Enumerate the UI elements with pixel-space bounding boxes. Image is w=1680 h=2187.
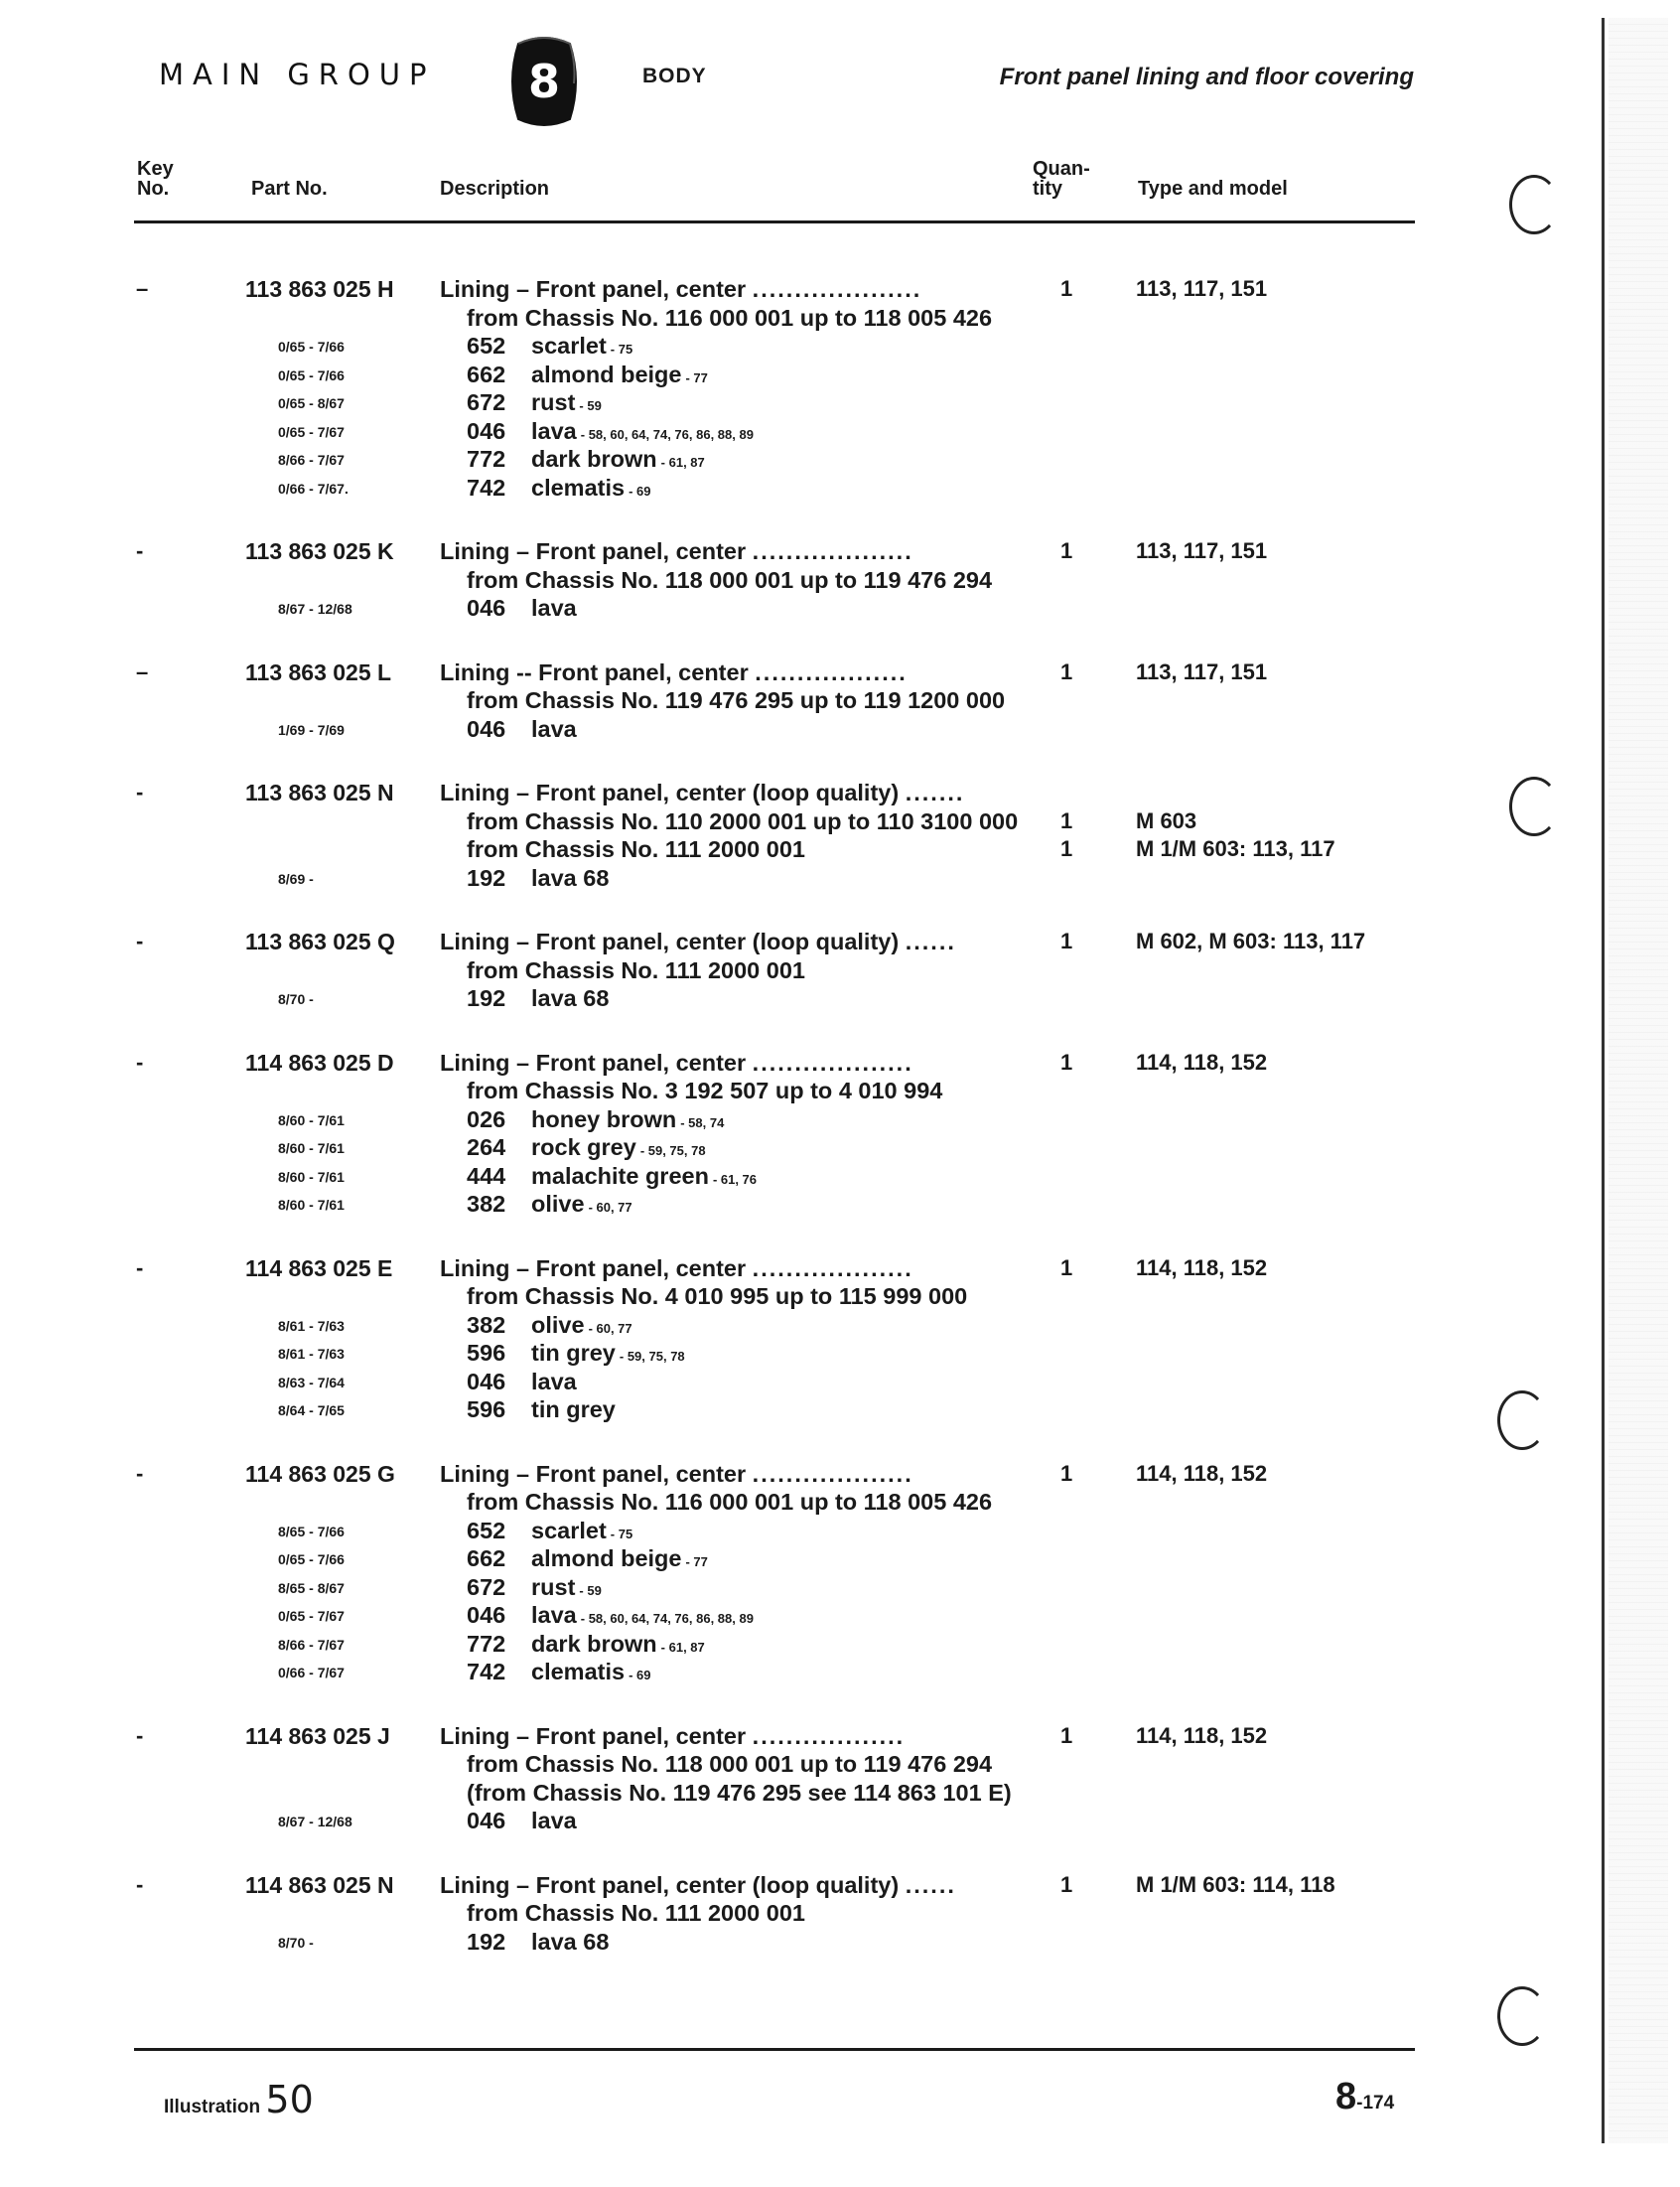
color-row	[0, 1369, 1420, 1397]
type-and-model: 113, 117, 151	[1136, 276, 1268, 301]
part-number: 114 863 025 J	[245, 1722, 390, 1749]
punch-hole	[1509, 777, 1559, 836]
parts-entry	[0, 1050, 1420, 1220]
color-name	[531, 333, 632, 360]
type-and-model: 114, 118, 152	[1136, 1722, 1268, 1748]
color-notes: - 61, 76	[712, 1171, 758, 1187]
date-range: 8/61 - 7/63	[278, 1346, 345, 1362]
color-name	[531, 1631, 705, 1658]
color-name	[531, 1369, 581, 1395]
parts-entry	[0, 929, 1420, 1014]
description-text: Lining – Front panel, center (loop quality)	[440, 1871, 900, 1898]
color-row	[0, 865, 1420, 894]
color-row	[0, 333, 1420, 362]
color-row	[0, 1312, 1420, 1341]
date-range: 8/65 - 7/66	[278, 1523, 345, 1539]
color-code: 742	[467, 1659, 506, 1684]
color-code: 772	[467, 446, 506, 472]
color-row	[0, 716, 1420, 745]
description-text: Lining – Front panel, center	[440, 276, 747, 302]
date-range: 8/66 - 7/67	[278, 1636, 345, 1653]
date-range: 8/69 -	[278, 870, 314, 887]
color-code: 444	[467, 1162, 506, 1189]
chassis-line	[0, 1489, 1420, 1518]
quantity: 1	[1060, 807, 1073, 833]
key-number: -	[136, 1460, 144, 1486]
col-key-header: Key No.	[137, 158, 174, 200]
color-row	[0, 446, 1420, 475]
color-notes: - 59	[579, 398, 602, 413]
col-quantity-header: Quan- tity	[1033, 158, 1090, 200]
quantity: 1	[1060, 1460, 1073, 1486]
type-and-model: 114, 118, 152	[1136, 1049, 1268, 1075]
color-notes: - 61, 87	[660, 455, 705, 470]
color-name-text: lava	[531, 1808, 577, 1833]
section-title: Front panel lining and floor covering	[999, 64, 1414, 90]
color-name-text: almond beige	[531, 361, 682, 387]
color-notes: - 75	[610, 1526, 633, 1541]
color-row	[0, 1163, 1420, 1192]
chassis-range: from Chassis No. 110 2000 001 up to 110 3100 000	[467, 807, 1019, 834]
chassis-range: (from Chassis No. 119 476 295 see 114 863 101 E)	[467, 1779, 1012, 1806]
leader-dots: ....................	[752, 276, 922, 302]
color-name	[531, 1602, 754, 1629]
quantity: 1	[1060, 1722, 1073, 1748]
description-text: Lining – Front panel, center (loop quality)	[440, 929, 900, 954]
color-code: 742	[467, 474, 506, 501]
color-name	[531, 595, 581, 622]
parts-list	[0, 276, 1420, 1992]
color-name-text: lava	[531, 1602, 577, 1628]
color-code: 596	[467, 1396, 506, 1422]
part-number: 114 863 025 N	[245, 1871, 394, 1898]
color-row	[0, 1518, 1420, 1546]
chassis-range: from Chassis No. 116 000 001 up to 118 005 426	[467, 1489, 993, 1515]
key-number: -	[136, 1254, 144, 1280]
chassis-line	[0, 1900, 1420, 1929]
color-code: 192	[467, 1928, 506, 1955]
main-group-label: MAIN GROUP	[159, 58, 436, 91]
key-number: –	[136, 658, 149, 684]
part-description	[440, 1050, 913, 1077]
date-range: 8/70 -	[278, 991, 314, 1007]
quantity: 1	[1060, 658, 1073, 684]
date-range: 0/65 - 7/66	[278, 366, 345, 383]
part-number: 113 863 025 H	[245, 276, 394, 302]
color-name-text: dark brown	[531, 1630, 657, 1657]
binder-strip	[1609, 18, 1668, 2143]
color-name	[531, 1808, 581, 1834]
color-code: 772	[467, 1630, 506, 1657]
color-name-text: tin grey	[531, 1340, 616, 1366]
color-notes: - 58, 60, 64, 74, 76, 86, 88, 89	[580, 1611, 754, 1626]
entry-main-line	[0, 929, 1420, 957]
group-number: 8	[527, 55, 561, 108]
date-range: 8/60 - 7/61	[278, 1140, 345, 1156]
type-and-model: 113, 117, 151	[1136, 538, 1268, 563]
color-name	[531, 1396, 620, 1423]
description-text: Lining – Front panel, center	[440, 1049, 747, 1076]
date-range: 8/60 - 7/61	[278, 1168, 345, 1185]
date-range: 0/66 - 7/67.	[278, 480, 349, 497]
chassis-line	[0, 957, 1420, 986]
footer-rule	[134, 2048, 1415, 2051]
color-name-text: lava	[531, 715, 577, 742]
chassis-range: from Chassis No. 118 000 001 up to 119 476 294	[467, 566, 993, 593]
color-code: 652	[467, 1517, 506, 1543]
color-code: 192	[467, 985, 506, 1011]
color-row	[0, 1631, 1420, 1660]
date-range: 0/66 - 7/67	[278, 1665, 345, 1680]
color-notes: - 69	[629, 1668, 651, 1682]
leader-dots: ...................	[752, 538, 913, 564]
punch-hole	[1509, 175, 1559, 234]
color-code: 596	[467, 1340, 506, 1366]
color-name	[531, 1929, 613, 1956]
color-notes: - 61, 87	[660, 1639, 705, 1655]
color-name-text: scarlet	[531, 333, 607, 359]
part-description	[440, 1461, 913, 1488]
color-code: 046	[467, 715, 506, 742]
description-text: Lining – Front panel, center (loop quality)	[440, 780, 900, 805]
color-row	[0, 1340, 1420, 1369]
date-range: 0/65 - 7/66	[278, 339, 345, 355]
part-description	[440, 659, 908, 686]
color-code: 264	[467, 1134, 506, 1160]
binder-edge	[1602, 18, 1605, 2143]
color-name	[531, 1312, 632, 1339]
color-row	[0, 418, 1420, 447]
page-number: 8-174	[1335, 2076, 1395, 2117]
color-name-text: clematis	[531, 1659, 626, 1684]
punch-hole	[1497, 1986, 1547, 2046]
type-and-model: 113, 117, 151	[1136, 658, 1268, 684]
part-description	[440, 276, 921, 303]
chassis-range: from Chassis No. 118 000 001 up to 119 476 294	[467, 1751, 993, 1777]
color-code: 672	[467, 389, 506, 415]
chassis-range: from Chassis No. 119 476 295 up to 119 1200 000	[467, 687, 1006, 713]
chassis-range: from Chassis No. 111 2000 001	[467, 836, 805, 862]
type-and-model: M 1/M 603: 114, 118	[1136, 1871, 1335, 1897]
chassis-line	[0, 1283, 1420, 1312]
color-name-text: rust	[531, 1573, 576, 1600]
part-description	[440, 1872, 956, 1899]
description-text: Lining – Front panel, center	[440, 1254, 747, 1281]
quantity: 1	[1060, 929, 1073, 953]
color-row	[0, 1659, 1420, 1687]
chassis-line	[0, 836, 1420, 865]
color-notes: - 59, 75, 78	[639, 1143, 706, 1158]
color-name	[531, 1659, 650, 1685]
type-and-model: 114, 118, 152	[1136, 1460, 1268, 1486]
part-number: 114 863 025 D	[245, 1049, 394, 1076]
type-and-model: M 1/M 603: 113, 117	[1136, 836, 1335, 861]
col-type-header: Type and model	[1138, 178, 1288, 200]
col-part-header: Part No.	[251, 178, 328, 200]
color-code: 382	[467, 1191, 506, 1217]
color-row	[0, 362, 1420, 390]
color-name	[531, 1518, 632, 1544]
color-name-text: lava 68	[531, 985, 610, 1011]
color-name	[531, 389, 602, 416]
leader-dots: ..................	[755, 658, 908, 685]
parts-entry	[0, 1255, 1420, 1425]
type-and-model: 114, 118, 152	[1136, 1254, 1268, 1280]
color-name-text: clematis	[531, 474, 626, 501]
color-code: 046	[467, 417, 506, 444]
leader-dots: ......	[905, 1871, 956, 1898]
color-row	[0, 1134, 1420, 1163]
parts-entry	[0, 1872, 1420, 1958]
part-number: 114 863 025 G	[245, 1460, 395, 1487]
color-code: 046	[467, 1808, 506, 1833]
color-name-text: rust	[531, 389, 576, 415]
color-name	[531, 865, 613, 892]
quantity: 1	[1060, 1254, 1073, 1280]
color-name	[531, 1574, 602, 1601]
color-row	[0, 1191, 1420, 1220]
header-rule	[134, 220, 1415, 223]
color-row	[0, 595, 1420, 624]
entry-main-line	[0, 1255, 1420, 1284]
color-name-text: olive	[531, 1311, 585, 1338]
description-text: Lining – Front panel, center	[440, 1722, 747, 1749]
color-row	[0, 985, 1420, 1014]
color-name-text: lava	[531, 1368, 577, 1394]
key-number: -	[136, 1871, 144, 1897]
date-range: 8/65 - 8/67	[278, 1579, 345, 1596]
chassis-line	[0, 1751, 1420, 1780]
color-notes: - 77	[685, 369, 708, 385]
description-text: Lining – Front panel, center	[440, 1460, 747, 1487]
part-description	[440, 538, 913, 565]
color-row	[0, 1602, 1420, 1631]
date-range: 1/69 - 7/69	[278, 721, 345, 738]
leader-dots: ...................	[752, 1254, 913, 1281]
quantity: 1	[1060, 276, 1073, 301]
part-number: 113 863 025 L	[245, 658, 392, 685]
quantity: 1	[1060, 1871, 1073, 1897]
entry-main-line	[0, 538, 1420, 567]
color-name	[531, 446, 705, 473]
color-notes: - 60, 77	[588, 1200, 632, 1215]
color-name-text: malachite green	[531, 1162, 709, 1189]
color-code: 046	[467, 595, 506, 621]
color-code: 662	[467, 1545, 506, 1571]
color-name-text: rock grey	[531, 1134, 636, 1160]
color-notes: - 60, 77	[588, 1320, 632, 1336]
color-code: 046	[467, 1368, 506, 1394]
color-notes: - 69	[629, 483, 651, 499]
date-range: 8/60 - 7/61	[278, 1111, 345, 1128]
date-range: 8/70 -	[278, 1934, 314, 1951]
entry-main-line	[0, 1461, 1420, 1490]
color-name	[531, 475, 650, 502]
color-name-text: lava	[531, 417, 577, 444]
color-code: 672	[467, 1573, 506, 1600]
group-number-badge	[504, 34, 584, 129]
part-number: 113 863 025 K	[245, 538, 394, 564]
entry-main-line	[0, 1723, 1420, 1752]
color-name-text: lava 68	[531, 864, 610, 891]
color-name	[531, 1191, 632, 1218]
color-notes: - 77	[685, 1554, 708, 1569]
type-and-model: M 603	[1136, 807, 1197, 833]
key-number: -	[136, 1722, 144, 1748]
color-row	[0, 1396, 1420, 1425]
leader-dots: ...................	[752, 1460, 913, 1487]
date-range: 0/65 - 7/67	[278, 1608, 345, 1624]
color-notes: - 58, 60, 64, 74, 76, 86, 88, 89	[580, 426, 754, 442]
date-range: 0/65 - 7/66	[278, 1551, 345, 1567]
date-range: 8/60 - 7/61	[278, 1197, 345, 1213]
color-notes: - 75	[610, 342, 633, 357]
color-name	[531, 985, 613, 1012]
entry-main-line	[0, 659, 1420, 688]
leader-dots: ...................	[752, 1049, 913, 1076]
color-row	[0, 1574, 1420, 1603]
date-range: 8/66 - 7/67	[278, 452, 345, 468]
parts-entry	[0, 659, 1420, 745]
part-description	[440, 780, 964, 806]
color-name-text: scarlet	[531, 1517, 607, 1543]
quantity: 1	[1060, 538, 1073, 563]
chassis-line	[0, 687, 1420, 716]
color-notes: - 58, 74	[680, 1114, 725, 1130]
group-name: BODY	[642, 65, 707, 87]
chassis-line	[0, 808, 1420, 837]
color-name	[531, 1106, 724, 1133]
chassis-line	[0, 1780, 1420, 1809]
date-range: 8/67 - 12/68	[278, 1814, 352, 1829]
leader-dots: .......	[905, 780, 965, 805]
parts-entry	[0, 1461, 1420, 1687]
key-number: -	[136, 1049, 144, 1075]
illustration-ref: Illustration 50	[164, 2078, 314, 2121]
entry-main-line	[0, 1050, 1420, 1079]
color-code: 192	[467, 864, 506, 891]
entry-main-line	[0, 780, 1420, 808]
color-name	[531, 1134, 706, 1161]
chassis-line	[0, 1078, 1420, 1106]
color-code: 026	[467, 1105, 506, 1132]
color-row	[0, 1545, 1420, 1574]
leader-dots: ......	[905, 929, 956, 954]
key-number: -	[136, 929, 144, 953]
color-name-text: olive	[531, 1191, 585, 1217]
color-name-text: lava 68	[531, 1928, 610, 1955]
chassis-line	[0, 567, 1420, 596]
part-number: 114 863 025 E	[245, 1254, 393, 1281]
color-code: 662	[467, 361, 506, 387]
punch-hole	[1497, 1390, 1547, 1450]
part-number: 113 863 025 Q	[245, 929, 395, 954]
date-range: 8/67 - 12/68	[278, 601, 352, 617]
chassis-range: from Chassis No. 116 000 001 up to 118 005 426	[467, 304, 993, 331]
color-name-text: lava	[531, 595, 577, 621]
color-name-text: honey brown	[531, 1105, 677, 1132]
parts-entry	[0, 1723, 1420, 1836]
part-description	[440, 1255, 913, 1282]
parts-entry	[0, 780, 1420, 893]
key-number: -	[136, 780, 144, 804]
quantity: 1	[1060, 1049, 1073, 1075]
key-number: –	[136, 276, 149, 301]
quantity: 1	[1060, 836, 1073, 861]
leader-dots: ..................	[752, 1722, 906, 1749]
entry-main-line	[0, 276, 1420, 305]
color-name	[531, 716, 581, 743]
color-code: 382	[467, 1311, 506, 1338]
color-row	[0, 389, 1420, 418]
parts-entry	[0, 538, 1420, 624]
key-number: -	[136, 538, 144, 563]
color-code: 046	[467, 1602, 506, 1628]
chassis-range: from Chassis No. 3 192 507 up to 4 010 994	[467, 1078, 943, 1103]
date-range: 8/64 - 7/65	[278, 1402, 345, 1418]
color-name	[531, 1163, 757, 1190]
color-name-text: tin grey	[531, 1396, 616, 1422]
color-name-text: almond beige	[531, 1545, 682, 1571]
color-code: 652	[467, 333, 506, 359]
col-description-header: Description	[440, 178, 550, 200]
color-name	[531, 362, 708, 388]
chassis-range: from Chassis No. 111 2000 001	[467, 956, 805, 983]
type-and-model: M 602, M 603: 113, 117	[1136, 929, 1366, 953]
color-row	[0, 1929, 1420, 1958]
date-range: 0/65 - 8/67	[278, 395, 345, 411]
color-name	[531, 1545, 708, 1572]
illustration-number: 50	[265, 2078, 314, 2121]
color-name	[531, 418, 754, 445]
color-name-text: dark brown	[531, 446, 657, 472]
color-notes: - 59, 75, 78	[619, 1349, 685, 1364]
color-notes: - 59	[579, 1582, 602, 1598]
color-row	[0, 475, 1420, 504]
chassis-range: from Chassis No. 4 010 995 up to 115 999 000	[467, 1283, 968, 1309]
part-description	[440, 1723, 905, 1750]
color-row	[0, 1808, 1420, 1836]
date-range: 8/61 - 7/63	[278, 1317, 345, 1334]
part-description	[440, 929, 956, 955]
chassis-line	[0, 305, 1420, 334]
description-text: Lining – Front panel, center	[440, 538, 747, 564]
description-text: Lining -- Front panel, center	[440, 658, 749, 685]
part-number: 113 863 025 N	[245, 780, 394, 805]
date-range: 0/65 - 7/67	[278, 423, 345, 440]
date-range: 8/63 - 7/64	[278, 1374, 345, 1390]
color-name	[531, 1340, 685, 1367]
color-row	[0, 1106, 1420, 1135]
chassis-range: from Chassis No. 111 2000 001	[467, 1900, 805, 1926]
entry-main-line	[0, 1872, 1420, 1901]
parts-entry	[0, 276, 1420, 503]
